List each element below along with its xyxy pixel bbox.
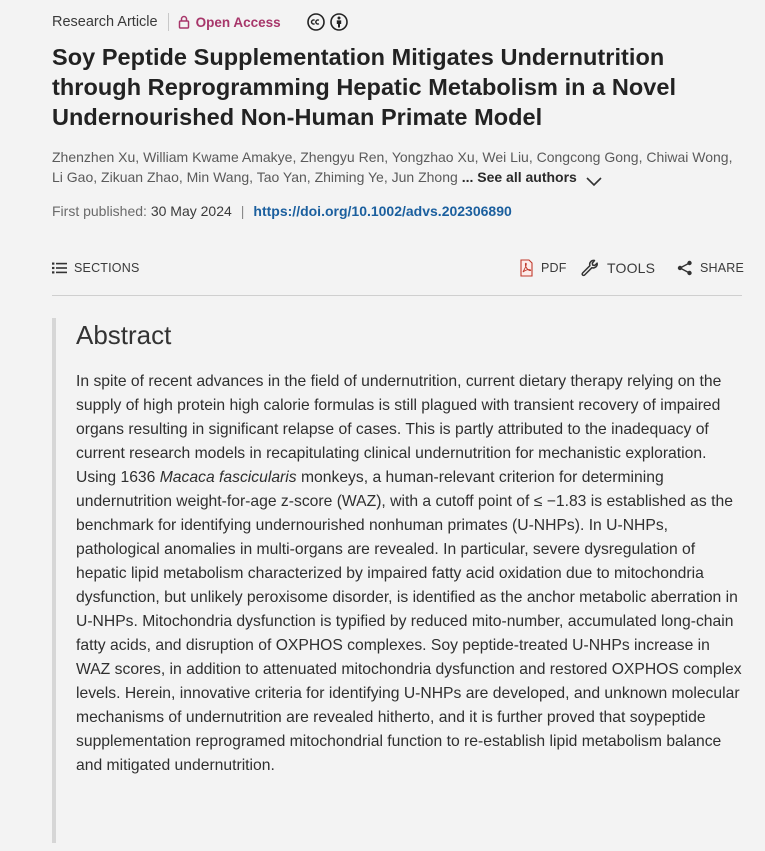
tools-button[interactable] <box>580 254 655 282</box>
lock-icon <box>178 15 190 29</box>
article-meta-row <box>52 10 348 34</box>
list-icon <box>52 262 67 274</box>
attribution-icon[interactable] <box>330 13 348 31</box>
author-link[interactable]: William Kwame Amakye <box>143 149 293 165</box>
author-link[interactable]: Li Gao <box>52 169 94 185</box>
see-all-authors-label: See all authors <box>477 169 577 185</box>
open-access-badge[interactable]: Open Access <box>195 14 281 30</box>
license-icons[interactable] <box>307 13 348 31</box>
cc-icon[interactable] <box>307 13 325 31</box>
share-icon <box>677 260 693 276</box>
author-link[interactable]: Yongzhao Xu <box>391 149 475 165</box>
author-link[interactable]: Zhiming Ye <box>314 169 384 185</box>
first-published-date: 30 May 2024 <box>150 203 232 219</box>
share-label: SHARE <box>700 261 745 275</box>
pub-separator: | <box>240 203 245 219</box>
abstract-text-part: monkeys, a human-relevant criterion for determining undernutrition weight-for-age z-score (WAZ), with a cutoff point of ≤ −1.83 is established as the benchmark for identifying undernourished nonhuman primates (U-NHPs). In U-NHPs, pathological anomalies in multi-organs are revealed. In particular, severe dysregulation of hepatic lipid metabolism characterized by impaired fatty acid oxidation due to mitochondria dysfunction, but unlikely peroxisome disorder, is identified as the anchor metabolic aberration in U-NHPs. Mitochondria dysfunction is typified by reduced mito-number, accumulated long-chain fatty acids, and disruption of OXPHOS complexes. Soy peptide-treated U-NHPs increase in WAZ scores, in addition to attenuated mitochondria dysfunction and restored OXPHOS complex levels. Herein, innovative criteria for identifying U-NHPs are developed, and unknown molecular mechanisms of undernutrition are revealed hitherto, and it is further proved that soypeptide supplementation reprogramed mitochondrial function to re-establish lipid metabolism balance and mitigated undernutrition. <box>76 469 742 774</box>
author-link[interactable]: Zhengyu Ren <box>300 149 385 165</box>
article-toolbar <box>52 254 745 282</box>
meta-divider <box>168 13 169 31</box>
sections-button[interactable] <box>52 254 140 282</box>
author-link[interactable]: Congcong Gong <box>536 149 639 165</box>
ellipsis: ... <box>461 169 474 185</box>
article-title: Soy Peptide Supplementation Mitigates Undernutrition through Reprogramming Hepatic Metabolism in a Novel Undernourished Non-Human Primate Model <box>52 44 677 130</box>
abstract-section <box>52 318 746 843</box>
author-link[interactable]: Wei Liu <box>482 149 529 165</box>
author-list: Zhenzhen Xu, William Kwame Amakye, Zhengyu Ren, Yongzhao Xu, Wei Liu, Congcong Gong, Chiwai Wong, Li Gao, Zikuan Zhao, Min Wang, Tao Yan, Zhiming Ye, Jun Zhong ... See all authors <box>52 149 733 185</box>
author-link[interactable]: Zikuan Zhao <box>101 169 179 185</box>
article-type-label: Research Article <box>52 14 158 30</box>
species-name: Macaca fascicularis <box>159 469 297 486</box>
abstract-text-part: In spite of recent advances in the field of undernutrition, current dietary therapy relying on the supply of high protein high calorie formulas is still plagued with transient recovery of impaired organs resulting in significant relapse of cases. This is partly attributed to the inadequacy of current research models in recapitulating clinical undernutrition for mechanistic exploration. Using 1636 <box>76 373 722 486</box>
doi-link[interactable]: https://doi.org/10.1002/advs.202306890 <box>253 203 512 219</box>
tools-label: TOOLS <box>607 260 656 276</box>
see-all-authors-button[interactable] <box>462 169 603 185</box>
first-published-label: First published: <box>52 203 147 219</box>
author-link[interactable]: Jun Zhong <box>391 169 458 185</box>
publication-info <box>52 201 512 221</box>
chevron-down-icon[interactable] <box>585 172 603 184</box>
author-link[interactable]: Min Wang <box>186 169 250 185</box>
pdf-label: PDF <box>541 261 567 275</box>
author-link[interactable]: Chiwai Wong <box>646 149 729 165</box>
author-link[interactable]: Tao Yan <box>256 169 307 185</box>
pdf-icon <box>519 259 534 277</box>
abstract-text <box>76 370 744 778</box>
sections-label: SECTIONS <box>74 261 140 275</box>
abstract-heading: Abstract <box>76 320 172 350</box>
pdf-button[interactable] <box>519 254 567 282</box>
author-link[interactable]: Zhenzhen Xu <box>52 149 136 165</box>
wrench-icon <box>580 258 600 278</box>
toolbar-divider <box>52 295 742 296</box>
share-button[interactable] <box>677 254 744 282</box>
